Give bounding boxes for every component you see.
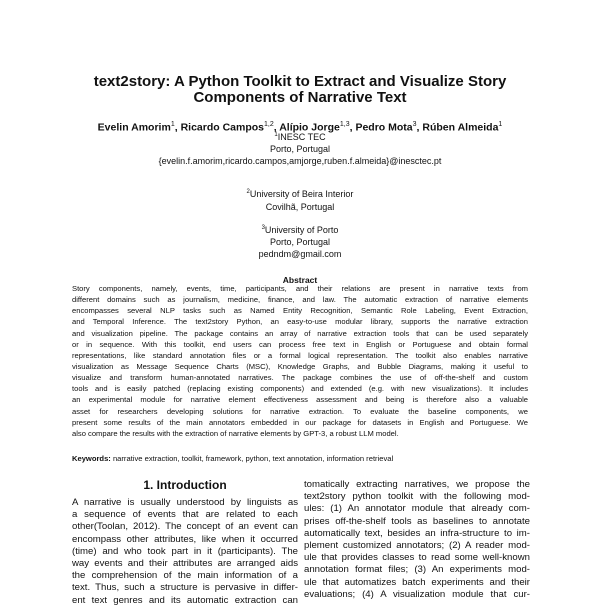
affiliation-location: Porto, Portugal <box>269 144 331 154</box>
text-line: encompasses several NLP tasks such as Named Entity Recognition, Semantic Role Labeling, Event Extraction, <box>72 306 528 316</box>
affiliation-marker: 3 <box>261 225 265 231</box>
text-line: and Temporal Inference. The text2story Python, an easy-to-use modular library, supports the narrative extraction <box>72 317 528 327</box>
text-line: tomatically extracting narratives, we propose the <box>304 479 530 490</box>
affiliation-2 <box>0 186 600 214</box>
text-line: ule that provides classes to read some well-known <box>304 552 530 564</box>
text-line: Story components, namely, events, time, participants, and their relations are present in narrative texts from <box>72 284 528 293</box>
affiliation-3 <box>0 222 600 260</box>
text-line: text2story python toolkit with the following mod- <box>304 491 530 503</box>
text-line: plement customized annotators; (2) A reader mod- <box>304 539 530 551</box>
author-name: Alípio Jorge <box>279 121 340 134</box>
text-line: encompass other attributes, like when it occurred <box>72 533 298 545</box>
text-line: a sequence of events that are related to each <box>72 509 298 521</box>
author-affiliation-marker: 3 <box>412 121 417 128</box>
affiliation-marker: 2 <box>246 189 250 195</box>
separator: , <box>349 121 356 134</box>
affiliation-name: INESC TEC <box>277 132 326 142</box>
left-column <box>72 497 298 607</box>
text-line: annotation format files; (3) An experiments mod- <box>304 564 530 576</box>
text-line: different domains such as journalism, medicine, finance, and law. The automatic extraction of narrative elements <box>72 295 528 305</box>
affiliation-marker: 1 <box>274 132 278 138</box>
author-affiliation-marker: 1,2 <box>264 121 274 128</box>
author-name: Ricardo Campos <box>180 121 264 134</box>
separator: , <box>273 121 280 134</box>
text-line: also compare the results with the extraction of narrative elements by GPT-3, a robust LLM model. <box>72 428 399 438</box>
abstract-heading: Abstract <box>282 275 318 285</box>
text-line: visualization as Message Sequence Charts (MSC), Knowledge Graphs, and Bubble Diagrams, making it useful to <box>72 361 528 371</box>
author-affiliation-marker: 1 <box>170 121 175 128</box>
text-line: other(Toolan, 2012). The concept of an event can <box>72 521 298 533</box>
author-name: Evelin Amorim <box>97 121 171 134</box>
text-line: or in sequence. With this toolkit, end users can process free text in English or Portuguese and obtain formal <box>72 339 528 349</box>
section-heading-introduction: 1. Introduction <box>143 478 227 492</box>
author-affiliation-marker: 1,3 <box>339 121 350 128</box>
affiliation-email: {evelin.f.amorim,ricardo.campos,amjorge,ruben.f.almeida}@inesctec.pt <box>158 156 442 166</box>
text-line: an experimental module for narrative element effectiveness assessment and being is therefore also a valuable <box>72 395 528 405</box>
text-line: tools and is easily patched (replacing existing components) and extended (e.g. with new visualizations). It includes <box>72 384 528 394</box>
affiliation-name: University of Beira Interior <box>249 189 354 199</box>
text-line: ules: (1) An annotator module that already com- <box>304 503 530 515</box>
separator: , <box>174 121 181 134</box>
abstract-body <box>72 283 528 439</box>
text-line: text. Thus, such a structure is pervasive in differ- <box>72 582 298 594</box>
right-column <box>304 479 530 601</box>
text-line: evaluations; (4) A visualization module that cur- <box>304 588 530 600</box>
affiliation-location: Porto, Portugal <box>269 237 331 247</box>
keywords <box>72 453 393 464</box>
text-line: asset for researchers developing solutions for narrative extraction. To evaluate the baseline components, we <box>72 406 528 416</box>
text-line: way events and their attributes are arranged aids <box>72 557 298 569</box>
affiliation-email: pedndm@gmail.com <box>258 249 342 259</box>
keywords-label: Keywords: <box>72 454 111 463</box>
text-line: ule that automatizes batch experiments and their <box>304 576 530 588</box>
affiliation-name: University of Porto <box>264 225 339 235</box>
paper-title <box>0 74 600 106</box>
author-name: Rúben Almeida <box>422 121 499 134</box>
text-line: automatically text, besides an infra-structure to im- <box>304 527 530 539</box>
title-line: text2story: A Python Toolkit to Extract and Visualize Story <box>93 73 507 90</box>
text-line: (time) and who took part in it (participants). The <box>72 545 298 557</box>
author-affiliation-marker: 1 <box>498 121 503 128</box>
title-line: Components of Narrative Text <box>193 89 407 106</box>
text-line: the comprehension of the main information of a <box>72 570 298 582</box>
separator: , <box>416 121 423 134</box>
text-line: visualize and transform human-annotated narratives. The package combines the use of off-the-shelf and custom <box>72 373 528 383</box>
text-line: and visualization pipeline. The package contains an array of narrative extraction tools that can be used separately <box>72 328 528 338</box>
affiliation-1 <box>0 129 600 167</box>
affiliation-location: Covilhã, Portugal <box>265 202 335 212</box>
text-line: present some results of the main annotators embedded in our package for datasets in English and Portuguese. We <box>72 417 528 427</box>
text-line: ent text genres and its automatic extraction can <box>72 594 298 606</box>
text-line: representations, like standard annotation files or a formal logical representation. The toolkit also enables narrative <box>72 350 528 360</box>
author-name: Pedro Mota <box>355 121 413 134</box>
text-line: prises off-the-shelf tools as baselines to annotate <box>304 515 530 527</box>
text-line: A narrative is usually understood by linguists as <box>72 497 298 508</box>
keywords-text: narrative extraction, toolkit, framework, python, text annotation, information retrieval <box>110 454 394 463</box>
